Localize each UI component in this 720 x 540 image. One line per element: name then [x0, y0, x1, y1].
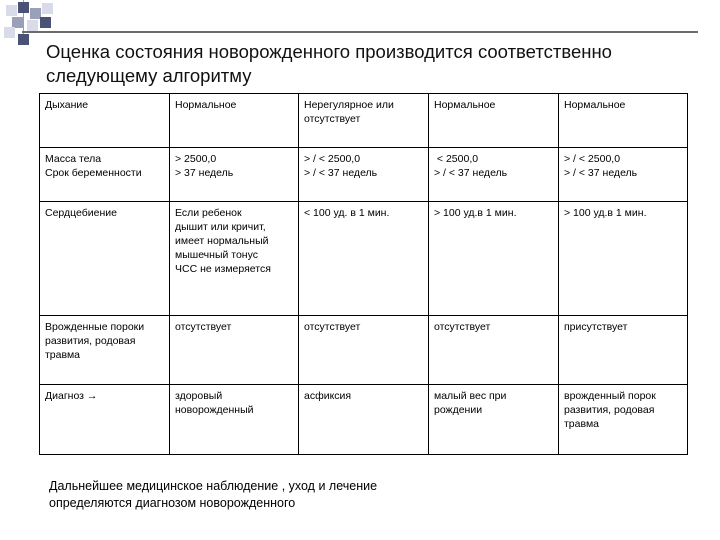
decor-square: [27, 20, 38, 31]
slide-title: [46, 40, 696, 88]
cell-text: < 100 уд. в 1 мин.: [304, 207, 390, 219]
cell-text: Если ребенок: [175, 207, 242, 219]
cell-text: Врожденные пороки: [45, 321, 145, 333]
cell-text: Нормальное: [175, 99, 237, 111]
cell-text: дышит или кричит,: [175, 221, 266, 233]
cell-text: отсутствует: [434, 321, 491, 333]
cell-text: ЧСС не измеряется: [175, 263, 271, 275]
cell-text: Нормальное: [564, 99, 626, 111]
cell-text: новорожденный: [175, 404, 254, 416]
table-cell: [170, 94, 299, 148]
cell-text: > / < 37 недель: [304, 167, 378, 179]
cell-text: > / < 37 недель: [564, 167, 638, 179]
cell-text: врожденный порок: [564, 390, 656, 402]
footer-line: определяются диагнозом новорожденного: [49, 496, 296, 510]
cell-text: > 100 уд.в 1 мин.: [434, 207, 517, 219]
cell-text: отсутствует: [175, 321, 232, 333]
table-cell: [559, 316, 688, 385]
table-cell: [299, 94, 429, 148]
cell-text: мышечный тонус: [175, 249, 258, 261]
table-cell: [429, 202, 559, 316]
decor-square: [4, 27, 15, 38]
table-cell: [170, 385, 299, 455]
cell-text: присутствует: [564, 321, 628, 333]
decor-square: [6, 5, 17, 16]
table-row: [40, 202, 688, 316]
row-header-cell: [40, 94, 170, 148]
cell-text: < 2500,0: [434, 153, 479, 165]
cell-text: отсутствует: [304, 113, 361, 125]
table-cell: [559, 385, 688, 455]
cell-text: > 2500,0: [175, 153, 217, 165]
table-cell: [559, 148, 688, 202]
table-row: [40, 316, 688, 385]
row-header-cell: [40, 316, 170, 385]
title-line: следующему алгоритму: [46, 65, 252, 86]
cell-text: отсутствует: [304, 321, 361, 333]
table-cell: [170, 148, 299, 202]
table-cell: [429, 148, 559, 202]
cell-text: > 37 недель: [175, 167, 234, 179]
cell-text: > 100 уд.в 1 мин.: [564, 207, 647, 219]
table-body: [40, 94, 688, 455]
table-row: [40, 385, 688, 455]
decor-square: [18, 2, 29, 13]
table-cell: [299, 316, 429, 385]
footer-line: Дальнейшее медицинское наблюдение , уход и лечение: [49, 479, 378, 493]
decor-square: [42, 3, 53, 14]
cell-text: развития, родовая: [564, 404, 655, 416]
row-header-cell: [40, 148, 170, 202]
cell-text: > / < 2500,0: [304, 153, 361, 165]
cell-text: рождении: [434, 404, 483, 416]
table-cell: [299, 148, 429, 202]
cell-text: Нормальное: [434, 99, 496, 111]
algorithm-table: [39, 93, 688, 455]
cell-text: травма: [564, 418, 600, 430]
cell-text: > / < 37 недель: [434, 167, 508, 179]
cell-text: имеет нормальный: [175, 235, 269, 247]
cell-text: травма: [45, 349, 81, 361]
cell-text: малый вес при: [434, 390, 507, 402]
title-rule: [22, 31, 698, 33]
table-cell: [559, 94, 688, 148]
cell-text: Масса тела: [45, 153, 102, 165]
cell-text: Срок беременности: [45, 167, 142, 179]
table-cell: [429, 385, 559, 455]
table-cell: [429, 316, 559, 385]
row-header-cell: [40, 385, 170, 455]
cell-text: развития, родовая: [45, 335, 136, 347]
decor-square: [40, 17, 51, 28]
table-row: [40, 94, 688, 148]
decor-square: [18, 34, 29, 45]
table-cell: [559, 202, 688, 316]
footer-note: [49, 478, 469, 512]
table-cell: [299, 385, 429, 455]
table-cell: [170, 316, 299, 385]
cell-text: асфиксия: [304, 390, 352, 402]
row-header-cell: [40, 202, 170, 316]
title-line: Оценка состояния новорожденного производится соответственно: [46, 41, 612, 62]
cell-text: > / < 2500,0: [564, 153, 621, 165]
cell-text: здоровый: [175, 390, 223, 402]
cell-text: Нерегулярное или: [304, 99, 394, 111]
table-row: [40, 148, 688, 202]
table-cell: [429, 94, 559, 148]
cell-text: Диагноз →: [45, 390, 98, 402]
table-cell: [170, 202, 299, 316]
cell-text: Дыхание: [45, 99, 89, 111]
cell-text: Сердцебиение: [45, 207, 117, 219]
table-cell: [299, 202, 429, 316]
